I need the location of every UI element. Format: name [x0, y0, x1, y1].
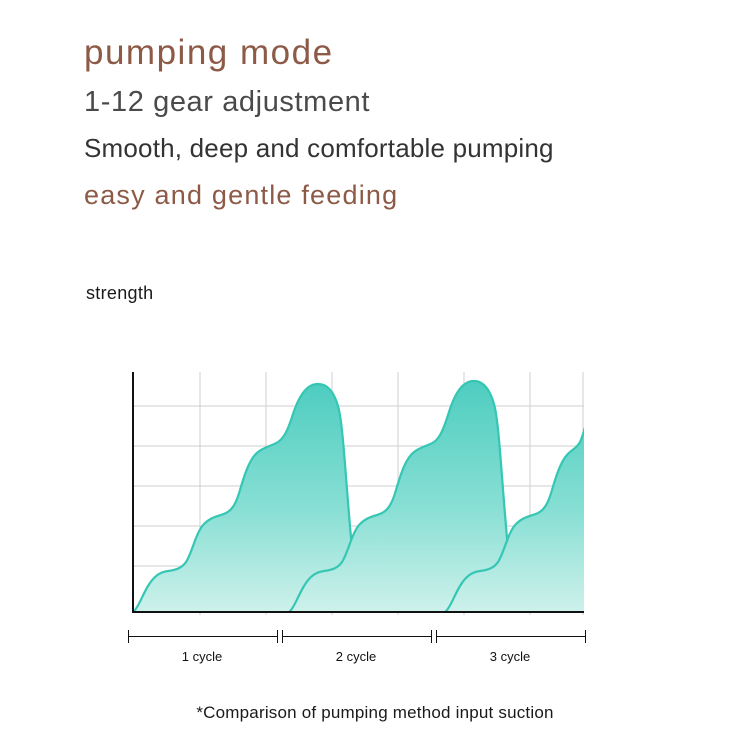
subtitle-gentle-feeding: easy and gentle feeding [84, 180, 399, 210]
cycle-bracket-2 [282, 630, 430, 680]
subtitle-smooth-pumping: Smooth, deep and comfortable pumping [84, 133, 554, 163]
bracket-line-2 [282, 630, 432, 643]
bracket-line-1 [128, 630, 278, 643]
chart-caption: *Comparison of pumping method input suction [196, 703, 554, 722]
suction-chart [128, 372, 584, 627]
y-axis-label: strength [86, 283, 154, 303]
cycle-bracket-row [128, 630, 584, 680]
bracket-line-3 [436, 630, 586, 643]
cycle-bracket-1 [128, 630, 276, 680]
cycle-label-3: 3 cycle [489, 649, 531, 664]
page-title: pumping mode [84, 33, 334, 72]
chart-svg [128, 372, 584, 627]
cycle-label-1: 1 cycle [181, 649, 223, 664]
cycle-bracket-3 [436, 630, 584, 680]
heading-block [84, 30, 704, 216]
subtitle-gear-adjustment: 1-12 gear adjustment [84, 86, 371, 118]
cycle-label-2: 2 cycle [335, 649, 377, 664]
